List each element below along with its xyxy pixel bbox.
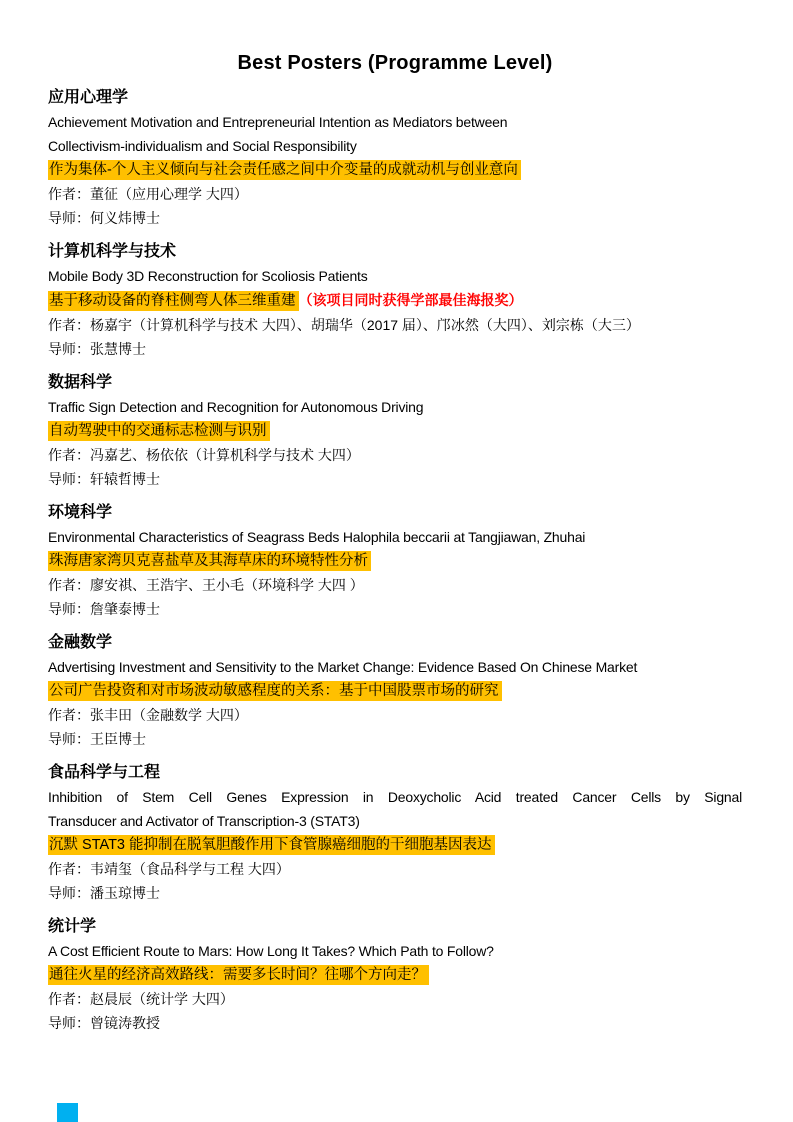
poster-title-en: Collectivism-individualism and Social Responsibility: [48, 138, 357, 154]
poster-title-en: Inhibition of Stem Cell Genes Expression in Deoxycholic Acid treated Cancer Cells by Signal: [48, 789, 742, 805]
highlighted-text: 基于移动设备的脊柱侧弯人体三维重建: [48, 291, 299, 311]
supervisor-line: 导师：何义炜博士: [48, 210, 160, 226]
authors-line: 作者：杨嘉宇（计算机科学与技术 大四）、胡瑞华（2017 届）、邝冰然（大四）、刘宗栋（大三）: [48, 317, 640, 333]
poster-title-en: Environmental Characteristics of Seagrass Beds Halophila beccarii at Tangjiawan, Zhuhai: [48, 529, 586, 545]
supervisor-line: 导师：王臣博士: [48, 731, 146, 747]
poster-title-en: Advertising Investment and Sensitivity to the Market Change: Evidence Based On Chinese Market: [48, 659, 638, 675]
document-content: [48, 50, 742, 1035]
poster-title-zh: [48, 549, 742, 573]
section-financial-mathematics: [48, 631, 742, 751]
award-note: （该项目同时获得学部最佳海报奖）: [298, 292, 523, 308]
poster-title-en: Mobile Body 3D Reconstruction for Scoliosis Patients: [48, 268, 368, 284]
poster-title-zh: [48, 419, 742, 443]
authors-line: 作者：冯嘉艺、杨依依（计算机科学与技术 大四）: [48, 447, 360, 463]
programme-heading: 金融数学: [48, 634, 113, 651]
poster-title-en: Transducer and Activator of Transcription-3 (STAT3): [48, 813, 360, 829]
poster-title-en: Achievement Motivation and Entrepreneurial Intention as Mediators between: [48, 114, 508, 130]
highlighted-text: 自动驾驶中的交通标志检测与识别: [48, 421, 270, 441]
authors-line: 作者：廖安祺、王浩宇、王小毛（环境科学 大四 ）: [48, 577, 364, 593]
section-food-science: [48, 761, 742, 905]
programme-heading: 统计学: [48, 918, 97, 935]
supervisor-line: 导师：张慧博士: [48, 341, 146, 357]
poster-title-zh: [48, 288, 742, 313]
authors-line: 作者：董征（应用心理学 大四）: [48, 186, 248, 202]
section-statistics: [48, 915, 742, 1035]
highlighted-text: 作为集体-个人主义倾向与社会责任感之间中介变量的成就动机与创业意向: [48, 160, 521, 180]
section-environmental-science: [48, 501, 742, 621]
programme-heading: 应用心理学: [48, 89, 129, 106]
blue-square-marker: [57, 1103, 78, 1122]
highlighted-text: 通往火星的经济高效路线：需要多长时间？往哪个方向走？: [48, 965, 429, 985]
programme-heading: 环境科学: [48, 504, 113, 521]
page-title: Best Posters (Programme Level): [237, 52, 553, 74]
authors-line: 作者：赵晨辰（统计学 大四）: [48, 991, 234, 1007]
highlighted-text: 沉默 STAT3 能抑制在脱氧胆酸作用下食管腺癌细胞的干细胞基因表达: [48, 835, 495, 855]
poster-title-zh: [48, 679, 742, 703]
poster-title-zh: [48, 833, 742, 857]
poster-title-en: Traffic Sign Detection and Recognition for Autonomous Driving: [48, 399, 424, 415]
supervisor-line: 导师：轩辕哲博士: [48, 471, 160, 487]
programme-heading: 计算机科学与技术: [48, 243, 177, 260]
authors-line: 作者：张丰田（金融数学 大四）: [48, 707, 248, 723]
section-data-science: [48, 371, 742, 491]
supervisor-line: 导师：曾镜涛教授: [48, 1015, 160, 1031]
poster-title-zh: [48, 158, 742, 182]
supervisor-line: 导师：詹肇泰博士: [48, 601, 160, 617]
authors-line: 作者：韦靖玺（食品科学与工程 大四）: [48, 861, 290, 877]
poster-title-en: A Cost Efficient Route to Mars: How Long It Takes? Which Path to Follow?: [48, 943, 494, 959]
poster-title-zh: [48, 963, 742, 987]
highlighted-text: 珠海唐家湾贝克喜盐草及其海草床的环境特性分析: [48, 551, 371, 571]
highlighted-text: 公司广告投资和对市场波动敏感程度的关系：基于中国股票市场的研究: [48, 681, 502, 701]
supervisor-line: 导师：潘玉琼博士: [48, 885, 160, 901]
programme-heading: 食品科学与工程: [48, 764, 161, 781]
section-applied-psychology: [48, 86, 742, 230]
programme-heading: 数据科学: [48, 374, 113, 391]
section-computer-science: [48, 240, 742, 361]
